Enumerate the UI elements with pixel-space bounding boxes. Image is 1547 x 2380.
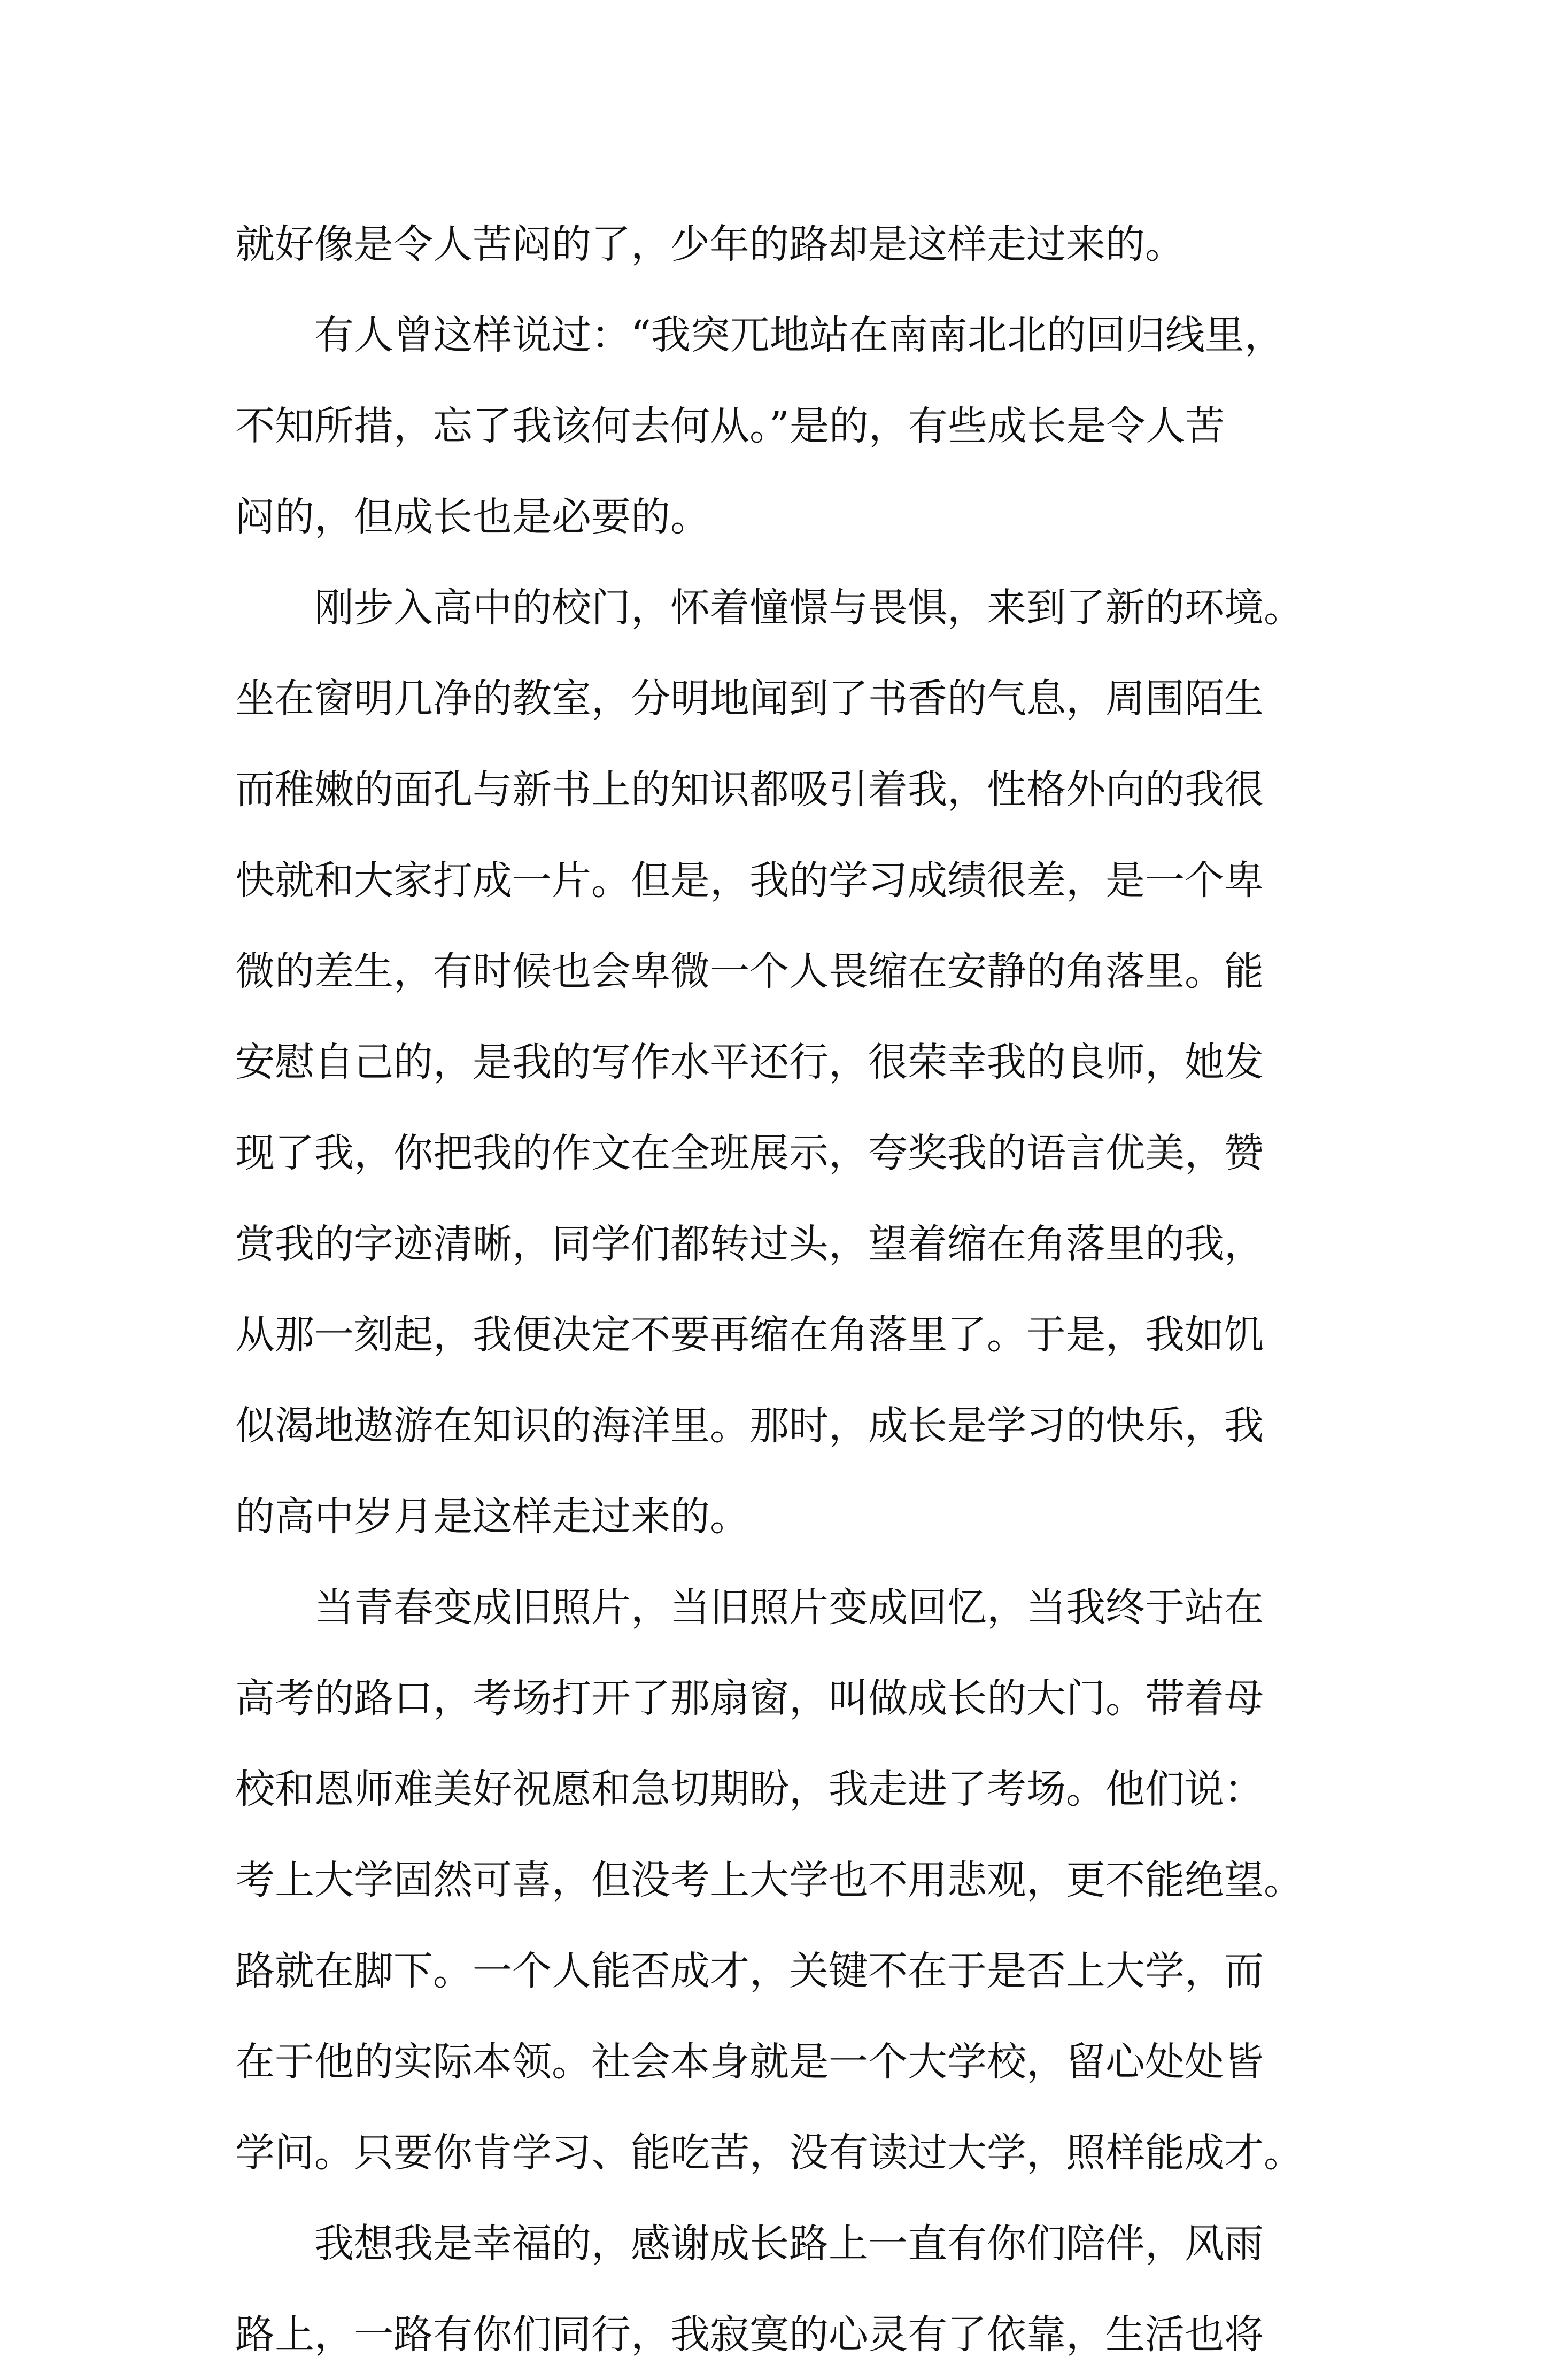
text-line: 在于他的实际本领。社会本身就是一个大学校，留心处处皆 [235,2039,1264,2085]
text-line: 从那一刻起，我便决定不要再缩在角落里了。于是，我如饥 [235,1312,1264,1358]
text-line: 坐在窗明几净的教室，分明地闻到了书香的气息，周围陌生 [235,676,1264,722]
text-line: 赏我的字迹清晰，同学们都转过头，望着缩在角落里的我， [235,1221,1264,1267]
text-line: 考上大学固然可喜，但没考上大学也不用悲观，更不能绝望。 [235,1857,1303,1903]
text-line: 路上，一路有你们同行，我寂寞的心灵有了依靠，生活也将 [235,2312,1264,2358]
text-line: 不知所措，忘了我该何去何从。”是的，有些成长是令人苦 [235,403,1225,449]
text-line: 高考的路口，考场打开了那扇窗，叫做成长的大门。带着母 [235,1675,1264,1721]
text-line: 闷的，但成长也是必要的。 [235,494,710,540]
text-line: 路就在脚下。一个人能否成才，关键不在于是否上大学，而 [235,1948,1264,1994]
text-line: 微的差生，有时候也会卑微一个人畏缩在安静的角落里。能 [235,948,1264,994]
text-line: 安慰自己的，是我的写作水平还行，很荣幸我的良师，她发 [235,1039,1264,1085]
document-body [235,199,1326,2380]
paragraph-first-line: 当青春变成旧照片，当旧照片变成回忆，当我终于站在 [314,1585,1264,1631]
text-line: 学问。只要你肯学习、能吃苦，没有读过大学，照样能成才。 [235,2130,1303,2176]
paragraph-first-line: 刚步入高中的校门，怀着憧憬与畏惧，来到了新的环境。 [314,585,1303,631]
text-line: 而稚嫩的面孔与新书上的知识都吸引着我，性格外向的我很 [235,767,1264,813]
text-line: 的高中岁月是这样走过来的。 [235,1494,749,1540]
text-line: 就好像是令人苦闷的了，少年的路却是这样走过来的。 [235,221,1185,267]
text-line: 现了我，你把我的作文在全班展示，夸奖我的语言优美，赞 [235,1130,1264,1176]
text-line: 校和恩师难美好祝愿和急切期盼，我走进了考场。他们说： [235,1766,1264,1812]
paragraph-first-line: 我想我是幸福的，感谢成长路上一直有你们陪伴，风雨 [314,2221,1264,2267]
text-line: 似渴地遨游在知识的海洋里。那时，成长是学习的快乐，我 [235,1403,1264,1449]
paragraph-first-line: 有人曾这样说过：“我突兀地站在南南北北的回归线里， [314,312,1284,358]
text-line: 快就和大家打成一片。但是，我的学习成绩很差，是一个卑 [235,857,1264,903]
